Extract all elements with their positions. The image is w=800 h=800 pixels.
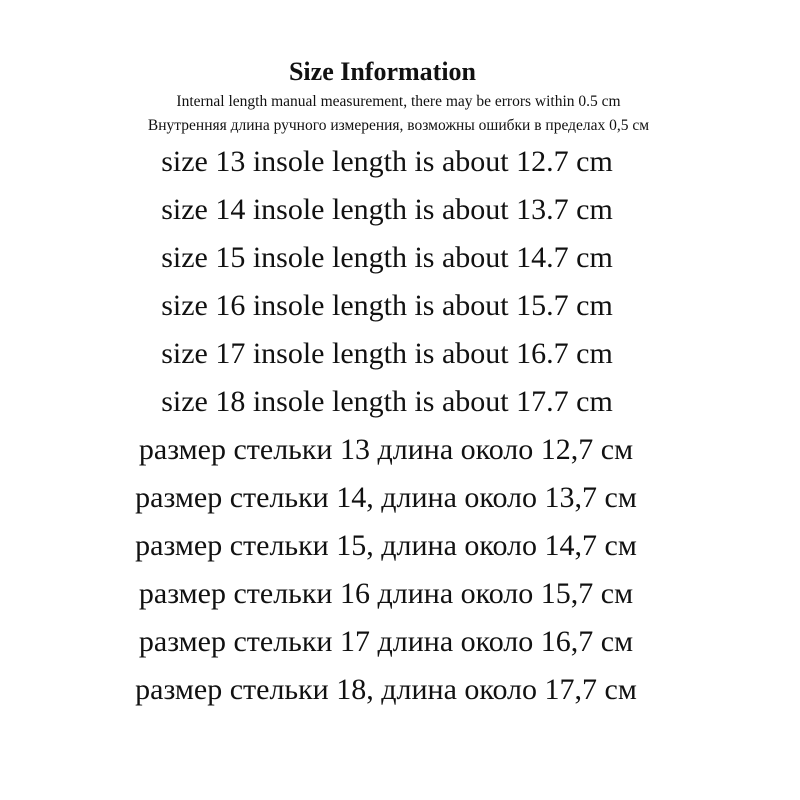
size-line-russian: размер стельки 16 длина около 15,7 см <box>138 577 634 610</box>
size-line-russian: размер стельки 15, длина около 14,7 см <box>135 529 637 562</box>
measurement-note-russian: Внутренняя длина ручного измерения, возможны ошибки в пределах 0,5 см <box>147 117 650 134</box>
size-line-russian: размер стельки 17 длина около 16,7 см <box>138 625 634 658</box>
size-line-english: size 14 insole length is about 13.7 cm <box>161 193 613 226</box>
measurement-note-english: Internal length manual measurement, there may be errors within 0.5 cm <box>176 93 621 110</box>
size-line-english: size 13 insole length is about 12.7 cm <box>161 145 613 178</box>
page-title: Size Information <box>288 57 477 86</box>
size-line-english: size 16 insole length is about 15.7 cm <box>161 289 613 322</box>
size-line-russian: размер стельки 13 длина около 12,7 см <box>138 433 634 466</box>
size-line-russian: размер стельки 14, длина около 13,7 см <box>135 481 637 514</box>
size-line-english: size 15 insole length is about 14.7 cm <box>161 241 613 274</box>
size-line-english: size 17 insole length is about 16.7 cm <box>161 337 613 370</box>
size-line-english: size 18 insole length is about 17.7 cm <box>161 385 613 418</box>
size-line-russian: размер стельки 18, длина около 17,7 см <box>135 673 637 706</box>
